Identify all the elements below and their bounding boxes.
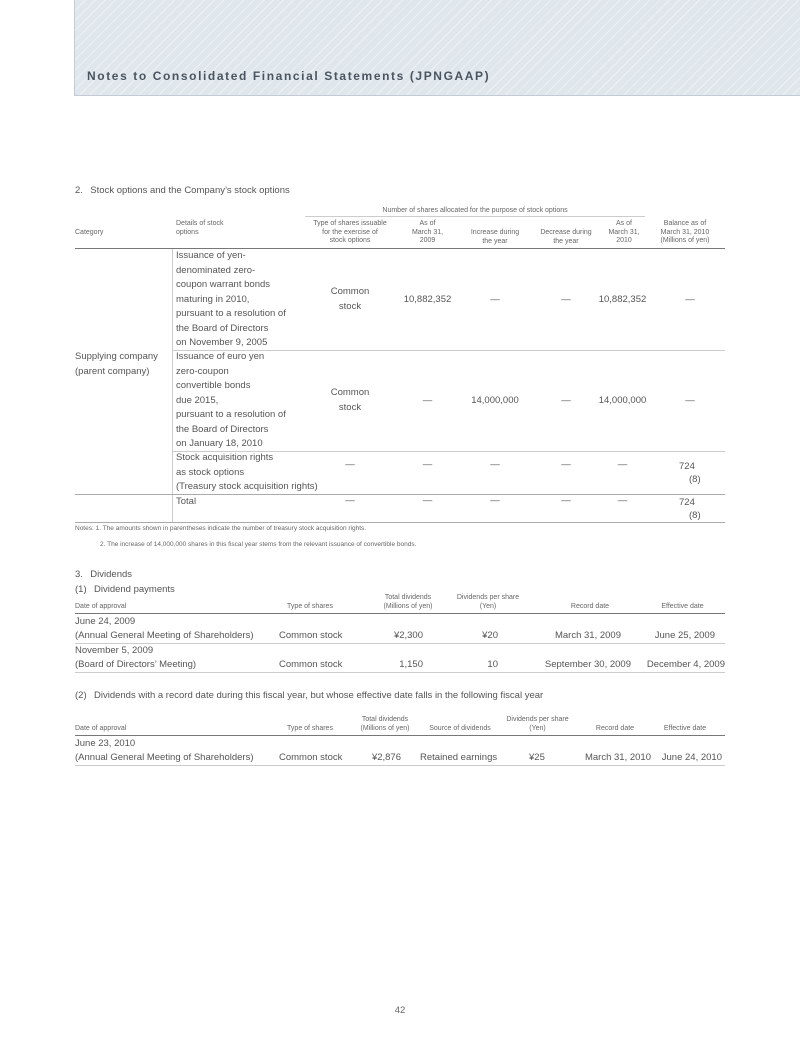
- row3-asof2009: —: [422, 459, 433, 470]
- div1-row1-rule: [75, 643, 725, 644]
- total-asof2010: —: [617, 495, 628, 506]
- category-value: Supplying company (parent company): [75, 351, 158, 377]
- div2-row-source: Retained earnings: [420, 752, 498, 763]
- row2-asof2009: —: [422, 395, 433, 406]
- row3-details: Stock acquisition rights as stock options (Treasury stock acquisition rights): [176, 452, 318, 492]
- div1-row2-record: September 30, 2009: [544, 659, 631, 670]
- dividend-payments-title: (1) Dividend payments: [75, 584, 175, 595]
- row2-increase: 14,000,000: [471, 395, 519, 406]
- div2-header-record: Record date: [595, 725, 635, 732]
- col-header-type: Type of shares issuable for the exercise of stock options: [313, 220, 387, 244]
- row1-decrease: —: [561, 294, 571, 305]
- row2-details: Issuance of euro yen zero-coupon convertible bonds due 2015, pursuant to a resolution of the Board of Directors on January 18, 2010: [176, 351, 286, 449]
- row1-details: Issuance of yen- denominated zero- coupon warrant bonds maturing in 2010, pursuant to a resolution of the Board of Directors on November 9, 2005: [176, 250, 286, 348]
- note-1: Notes: 1. The amounts shown in parentheses indicate the number of treasury stock acquisition rights.: [75, 525, 367, 532]
- total-type: —: [345, 495, 355, 506]
- div1-header-record: Record date: [570, 603, 610, 610]
- div2-row-date: June 23, 2010: [75, 738, 136, 749]
- total-asof2009: —: [422, 495, 433, 506]
- div2-row-effective: June 24, 2010: [661, 752, 722, 763]
- total-balance: 724: [679, 497, 695, 508]
- col-header-balance: Balance as of March 31, 2010 (Millions of yen): [660, 220, 710, 244]
- col-header-asof2009: As of March 31, 2009: [411, 220, 444, 244]
- div1-header-type: Type of shares: [287, 603, 333, 610]
- dividends-title: 3. Dividends: [75, 569, 133, 580]
- div1-row1-effective: June 25, 2009: [654, 630, 715, 641]
- div2-row-per-share: ¥25: [529, 752, 545, 763]
- group-header: Number of shares allocated for the purpose of stock options: [382, 207, 568, 214]
- div1-row1-per-share: ¥20: [482, 630, 498, 641]
- row2-type: Common stock: [330, 387, 370, 413]
- div2-header-source: Source of dividends: [429, 725, 491, 732]
- row2-balance: —: [685, 395, 695, 406]
- div2-header-type: Type of shares: [287, 725, 333, 732]
- row1-balance: —: [685, 294, 695, 305]
- group-header-rule: [305, 216, 645, 217]
- div1-row2-per-share: 10: [487, 659, 498, 670]
- div2-bottom-rule: [75, 765, 725, 766]
- row2-asof2010: 14,000,000: [598, 395, 647, 406]
- col-header-increase: Increase during the year: [470, 229, 520, 245]
- div2-header-rule: [75, 735, 725, 736]
- row1-asof2010: 10,882,352: [598, 294, 647, 305]
- row3-type: —: [345, 459, 355, 470]
- div1-row2-type: Common stock: [279, 659, 343, 670]
- div1-row1-meeting: (Annual General Meeting of Shareholders): [75, 630, 254, 641]
- row1-asof2009: 10,882,352: [403, 294, 452, 305]
- div1-header-per-share: Dividends per share (Yen): [456, 594, 520, 610]
- stock-options-title: 2. Stock options and the Company’s stock options: [75, 185, 290, 196]
- div1-row2-date: November 5, 2009: [75, 645, 154, 656]
- div1-header-date: Date of approval: [75, 603, 127, 610]
- total-increase: —: [490, 495, 500, 506]
- div1-row1-type: Common stock: [279, 630, 343, 641]
- div1-row2-effective: December 4, 2009: [646, 659, 725, 670]
- div1-row1-date: June 24, 2009: [75, 616, 136, 627]
- row3-balance-rights: (8): [689, 474, 701, 485]
- page-title: Notes to Consolidated Financial Statements (JPNGAAP): [87, 69, 491, 83]
- div1-bottom-rule: [75, 672, 725, 673]
- row1-increase: —: [490, 294, 500, 305]
- div1-row2-meeting: (Board of Directors’ Meeting): [75, 659, 197, 670]
- div2-header-date: Date of approval: [75, 725, 127, 732]
- div1-row2-total: 1,150: [399, 659, 423, 670]
- total-decrease: —: [561, 495, 571, 506]
- row3-increase: —: [490, 459, 500, 470]
- div2-row-total: ¥2,876: [371, 752, 401, 763]
- col-header-asof2010: As of March 31, 2010: [608, 220, 640, 244]
- div1-row1-record: March 31, 2009: [554, 630, 621, 641]
- div1-header-rule: [75, 613, 725, 614]
- div2-header-effective: Effective date: [663, 725, 707, 732]
- div2-header-total: Total dividends (Millions of yen): [360, 716, 410, 732]
- div2-row-type: Common stock: [279, 752, 343, 763]
- page-number: 42: [394, 1005, 406, 1016]
- table-bottom-rule: [75, 522, 725, 523]
- div1-header-effective: Effective date: [661, 603, 704, 610]
- div2-header-per-share: Dividends per share (Yen): [506, 716, 569, 732]
- div1-header-total: Total dividends (Millions of yen): [383, 594, 433, 610]
- div1-row1-total: ¥2,300: [393, 630, 423, 641]
- div2-row-meeting: (Annual General Meeting of Shareholders): [75, 752, 254, 763]
- row2-decrease: —: [561, 395, 571, 406]
- category-divider: [172, 249, 173, 522]
- total-label: Total: [176, 496, 197, 507]
- row3-asof2010: —: [617, 459, 628, 470]
- note-2: 2. The increase of 14,000,000 shares in this fiscal year stems from the relevant issuance of convertible bonds.: [100, 541, 417, 548]
- col-header-details: Details of stock options: [176, 220, 224, 236]
- dividends-following-year-title: (2) Dividends with a record date during this fiscal year, but whose effective date falls in the following fiscal year: [75, 690, 544, 701]
- total-balance-rights: (8): [689, 510, 701, 521]
- row1-type: Common stock: [330, 286, 370, 312]
- col-header-category: Category: [75, 229, 104, 236]
- row3-decrease: —: [561, 459, 571, 470]
- div2-row-record: March 31, 2010: [584, 752, 651, 763]
- row3-balance: 724: [679, 461, 695, 472]
- col-header-decrease: Decrease during the year: [540, 229, 592, 245]
